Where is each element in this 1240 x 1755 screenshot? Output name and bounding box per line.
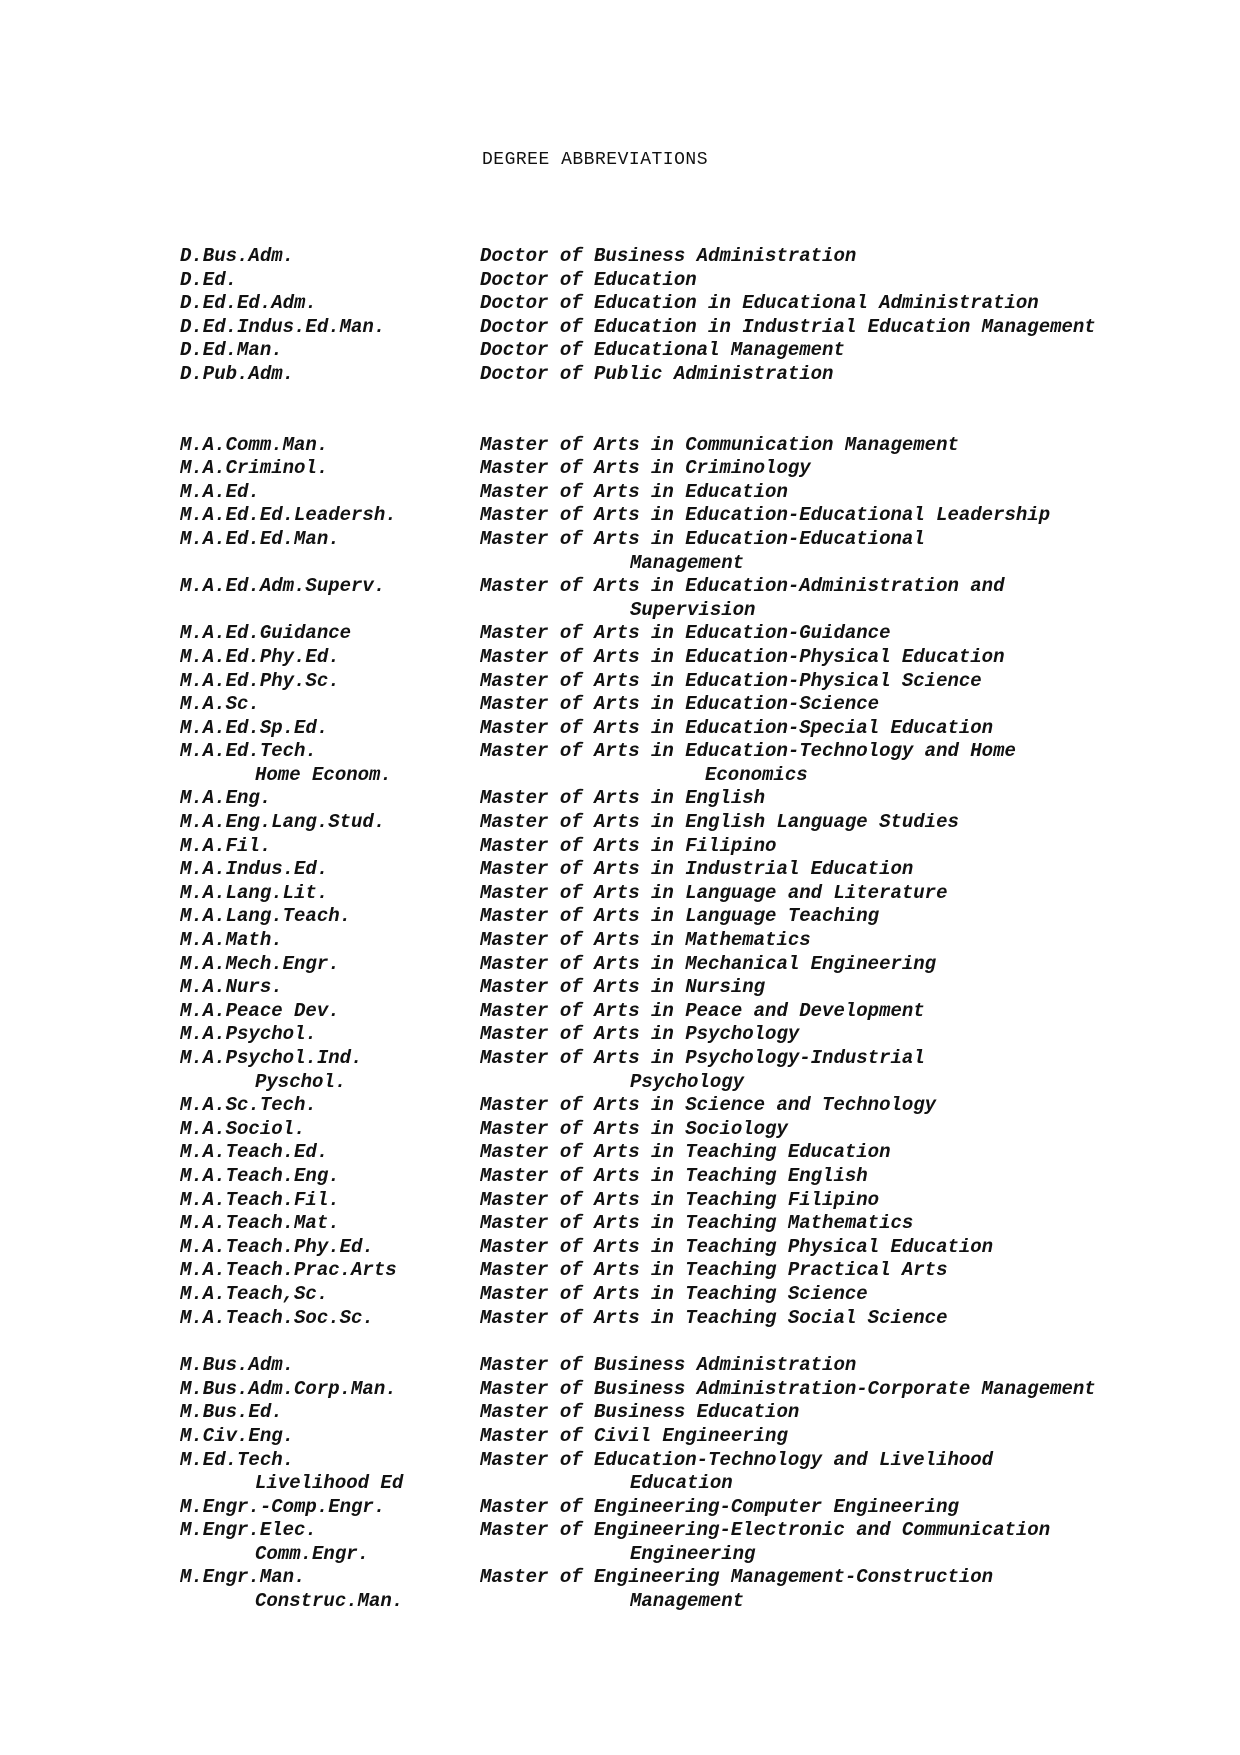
- abbreviation: M.A.Teach.Eng.: [180, 1164, 340, 1187]
- abbreviation-entry: [180, 953, 1180, 977]
- abbreviation-entry: [180, 1566, 1180, 1590]
- abbreviation-entry-continuation: [180, 1071, 1180, 1095]
- degree-name: Master of Arts in Education-Educational Leadership: [480, 504, 1051, 527]
- abbreviation: M.A.Sc.Tech.: [180, 1094, 317, 1117]
- abbreviation-continuation: Pyschol.: [255, 1070, 347, 1093]
- degree-name-continuation: Supervision: [630, 598, 756, 621]
- degree-name: Master of Arts in Language and Literature: [480, 881, 948, 904]
- abbreviation-entry-continuation: [180, 1543, 1180, 1567]
- degree-name: Master of Arts in Teaching Physical Education: [480, 1235, 994, 1258]
- degree-name: Master of Engineering Management-Construction: [480, 1566, 994, 1589]
- abbreviation: M.A.Eng.: [180, 787, 272, 810]
- abbreviation-entry: [180, 1259, 1180, 1283]
- abbreviation: M.A.Indus.Ed.: [180, 858, 329, 881]
- degree-name-continuation: Education: [630, 1472, 733, 1495]
- abbreviation: M.A.Ed.Tech.: [180, 740, 317, 763]
- degree-name: Master of Arts in Communication Management: [480, 433, 959, 456]
- abbreviation-entry: [180, 787, 1180, 811]
- abbreviation-continuation: Construc.Man.: [255, 1590, 404, 1613]
- abbreviation-entry: [180, 1165, 1180, 1189]
- degree-name: Doctor of Educational Management: [480, 339, 845, 362]
- abbreviation-entry: [180, 646, 1180, 670]
- abbreviation: M.A.Ed.Sp.Ed.: [180, 716, 329, 739]
- degree-name: Master of Arts in Teaching Filipino: [480, 1188, 880, 1211]
- abbreviation-entry: [180, 504, 1180, 528]
- abbreviation: M.A.Mech.Engr.: [180, 952, 340, 975]
- degree-name: Master of Education-Technology and Livelihood: [480, 1448, 994, 1471]
- degree-name: Master of Arts in Education-Physical Science: [480, 669, 982, 692]
- abbreviation: M.Engr.Elec.: [180, 1519, 317, 1542]
- abbreviation: M.A.Teach.Prac.Arts: [180, 1259, 397, 1282]
- abbreviation-entry: [180, 457, 1180, 481]
- degree-name: Master of Arts in Education-Special Education: [480, 716, 994, 739]
- abbreviation-entry: [180, 1378, 1180, 1402]
- abbreviation-entry: [180, 693, 1180, 717]
- degree-name: Doctor of Public Administration: [480, 362, 834, 385]
- degree-name: Master of Arts in Criminology: [480, 457, 811, 480]
- degree-name: Doctor of Business Administration: [480, 245, 857, 267]
- abbreviation-entry-continuation: [180, 1590, 1180, 1614]
- abbreviation-entry: [180, 1118, 1180, 1142]
- abbreviation-entry: [180, 1023, 1180, 1047]
- abbreviation: D.Ed.: [180, 268, 238, 291]
- abbreviation-entry-continuation: [180, 764, 1180, 788]
- degree-name: Master of Arts in Teaching Social Science: [480, 1306, 948, 1329]
- degree-name: Master of Arts in Filipino: [480, 834, 777, 857]
- degree-name: Master of Arts in Teaching Education: [480, 1141, 891, 1164]
- abbreviation-entry: [180, 976, 1180, 1000]
- abbreviation-entry: [180, 1425, 1180, 1449]
- abbreviation: M.Bus.Adm.: [180, 1354, 295, 1377]
- abbreviation: M.A.Ed.Adm.Superv.: [180, 575, 386, 598]
- degree-name: Master of Arts in Sociology: [480, 1117, 788, 1140]
- abbreviation-entry: [180, 1401, 1180, 1425]
- abbreviation: M.Ed.Tech.: [180, 1448, 295, 1471]
- abbreviation-entry: [180, 858, 1180, 882]
- abbreviation: D.Pub.Adm.: [180, 362, 295, 385]
- abbreviation: M.A.Teach,Sc.: [180, 1282, 329, 1305]
- degree-name: Master of Business Education: [480, 1401, 800, 1424]
- abbreviation-entry: [180, 929, 1180, 953]
- abbreviation-entry: [180, 481, 1180, 505]
- abbreviation: D.Ed.Man.: [180, 339, 283, 362]
- degree-name: Master of Arts in Industrial Education: [480, 858, 914, 881]
- abbreviation-entry: [180, 740, 1180, 764]
- abbreviation-entry: [180, 528, 1180, 552]
- degree-name: Master of Arts in Teaching Practical Arts: [480, 1259, 948, 1282]
- page-title: DEGREE ABBREVIATIONS: [481, 150, 709, 170]
- abbreviation: M.A.Ed.Ed.Man.: [180, 527, 340, 550]
- degree-name-continuation: Management: [630, 1590, 745, 1613]
- abbreviation: M.A.Peace Dev.: [180, 999, 340, 1022]
- abbreviation: M.Engr.Man.: [180, 1566, 306, 1589]
- abbreviation-entry: [180, 1449, 1180, 1473]
- abbreviation-entry: [180, 1283, 1180, 1307]
- abbreviation-entry: [180, 1212, 1180, 1236]
- degree-name-continuation: Psychology: [630, 1070, 745, 1093]
- degree-name: Master of Arts in Education-Science: [480, 693, 880, 716]
- degree-name: Master of Arts in Science and Technology: [480, 1094, 937, 1117]
- abbreviation: M.A.Teach.Mat.: [180, 1212, 340, 1235]
- abbreviation-entry-continuation: [180, 1472, 1180, 1496]
- abbreviation-entry: [180, 1189, 1180, 1213]
- degree-name: Doctor of Education: [480, 268, 697, 291]
- degree-name: Master of Arts in Psychology: [480, 1023, 800, 1046]
- abbreviation-entry: [180, 245, 1180, 269]
- abbreviation: M.A.Sociol.: [180, 1117, 306, 1140]
- degree-name: Master of Arts in Nursing: [480, 976, 766, 999]
- degree-name: Master of Arts in English Language Studies: [480, 811, 959, 834]
- abbreviation: M.A.Eng.Lang.Stud.: [180, 811, 386, 834]
- abbreviation-entry: [180, 717, 1180, 741]
- degree-name: Doctor of Education in Industrial Education Management: [480, 315, 1096, 338]
- abbreviation-entry: [180, 434, 1180, 458]
- abbreviation: D.Ed.Indus.Ed.Man.: [180, 315, 386, 338]
- abbreviation-list: [180, 245, 1180, 1614]
- degree-name: Master of Business Administration: [480, 1354, 857, 1377]
- degree-name: Master of Arts in English: [480, 787, 766, 810]
- abbreviation: M.Bus.Ed.: [180, 1401, 283, 1424]
- abbreviation: M.Engr.-Comp.Engr.: [180, 1495, 386, 1518]
- abbreviation-entry: [180, 835, 1180, 859]
- degree-name: Master of Arts in Mathematics: [480, 929, 811, 952]
- degree-name: Master of Arts in Education-Physical Education: [480, 645, 1005, 668]
- abbreviation-entry: [180, 1094, 1180, 1118]
- abbreviation-entry: [180, 811, 1180, 835]
- abbreviation: M.A.Nurs.: [180, 976, 283, 999]
- abbreviation: M.A.Teach.Ed.: [180, 1141, 329, 1164]
- degree-name: Master of Engineering-Electronic and Communication: [480, 1519, 1051, 1542]
- degree-name: Master of Arts in Education-Technology and Home: [480, 740, 1016, 763]
- degree-name: Master of Arts in Language Teaching: [480, 905, 880, 928]
- abbreviation-entry: [180, 1519, 1180, 1543]
- abbreviation: M.Civ.Eng.: [180, 1424, 295, 1447]
- abbreviation-entry: [180, 670, 1180, 694]
- abbreviation: M.A.Teach.Soc.Sc.: [180, 1306, 374, 1329]
- abbreviation-continuation: Livelihood Ed: [255, 1472, 404, 1495]
- degree-name-continuation: Management: [630, 551, 745, 574]
- abbreviation: M.Bus.Adm.Corp.Man.: [180, 1377, 397, 1400]
- degree-name-continuation: Economics: [705, 763, 808, 786]
- abbreviation-entry: [180, 1047, 1180, 1071]
- abbreviation-continuation: Comm.Engr.: [255, 1542, 370, 1565]
- abbreviation: D.Ed.Ed.Adm.: [180, 292, 317, 315]
- degree-name-continuation: Engineering: [630, 1542, 756, 1565]
- abbreviation: M.A.Ed.Guidance: [180, 622, 352, 645]
- abbreviation: M.A.Teach.Fil.: [180, 1188, 340, 1211]
- abbreviation-group: [180, 1354, 1180, 1614]
- abbreviation-group: [180, 434, 1180, 1331]
- abbreviation-entry: [180, 1141, 1180, 1165]
- abbreviation: M.A.Criminol.: [180, 457, 329, 480]
- degree-name: Master of Arts in Teaching Science: [480, 1282, 868, 1305]
- abbreviation-entry: [180, 316, 1180, 340]
- degree-name: Master of Engineering-Computer Engineering: [480, 1495, 959, 1518]
- degree-name: Doctor of Education in Educational Administration: [480, 292, 1039, 315]
- abbreviation-entry: [180, 882, 1180, 906]
- degree-name: Master of Arts in Peace and Development: [480, 999, 925, 1022]
- abbreviation-entry: [180, 1236, 1180, 1260]
- abbreviation-continuation: Home Econom.: [255, 763, 392, 786]
- abbreviation-entry: [180, 622, 1180, 646]
- abbreviation: M.A.Teach.Phy.Ed.: [180, 1235, 374, 1258]
- degree-name: Master of Civil Engineering: [480, 1424, 788, 1447]
- abbreviation: M.A.Fil.: [180, 834, 272, 857]
- abbreviation: M.A.Psychol.: [180, 1023, 317, 1046]
- degree-name: Master of Arts in Education-Guidance: [480, 622, 891, 645]
- abbreviation: D.Bus.Adm.: [180, 245, 295, 267]
- degree-name: Master of Arts in Teaching Mathematics: [480, 1212, 914, 1235]
- degree-name: Master of Business Administration-Corporate Management: [480, 1377, 1096, 1400]
- degree-name: Master of Arts in Education-Educational: [480, 527, 925, 550]
- abbreviation-entry-continuation: [180, 599, 1180, 623]
- abbreviation-entry: [180, 292, 1180, 316]
- abbreviation: M.A.Lang.Lit.: [180, 881, 329, 904]
- abbreviation-entry: [180, 1307, 1180, 1331]
- abbreviation-group: [180, 245, 1180, 387]
- degree-name: Master of Arts in Education: [480, 480, 788, 503]
- abbreviation-entry: [180, 1496, 1180, 1520]
- abbreviation-entry: [180, 363, 1180, 387]
- abbreviation: M.A.Ed.Phy.Sc.: [180, 669, 340, 692]
- abbreviation: M.A.Lang.Teach.: [180, 905, 352, 928]
- degree-name: Master of Arts in Mechanical Engineering: [480, 952, 937, 975]
- abbreviation: M.A.Ed.: [180, 480, 260, 503]
- abbreviation: M.A.Ed.Phy.Ed.: [180, 645, 340, 668]
- abbreviation: M.A.Math.: [180, 929, 283, 952]
- abbreviation-entry: [180, 905, 1180, 929]
- abbreviation: M.A.Psychol.Ind.: [180, 1047, 363, 1069]
- degree-name: Master of Arts in Education-Administration and: [480, 575, 1005, 598]
- degree-name: Master of Arts in Teaching English: [480, 1164, 868, 1187]
- degree-name: Master of Arts in Psychology-Industrial: [480, 1047, 925, 1069]
- abbreviation-entry: [180, 1354, 1180, 1378]
- abbreviation: M.A.Comm.Man.: [180, 433, 329, 456]
- abbreviation: M.A.Ed.Ed.Leadersh.: [180, 504, 397, 527]
- abbreviation-entry-continuation: [180, 552, 1180, 576]
- abbreviation-entry: [180, 1000, 1180, 1024]
- abbreviation-entry: [180, 269, 1180, 293]
- abbreviation-entry: [180, 339, 1180, 363]
- abbreviation: M.A.Sc.: [180, 693, 260, 716]
- abbreviation-entry: [180, 575, 1180, 599]
